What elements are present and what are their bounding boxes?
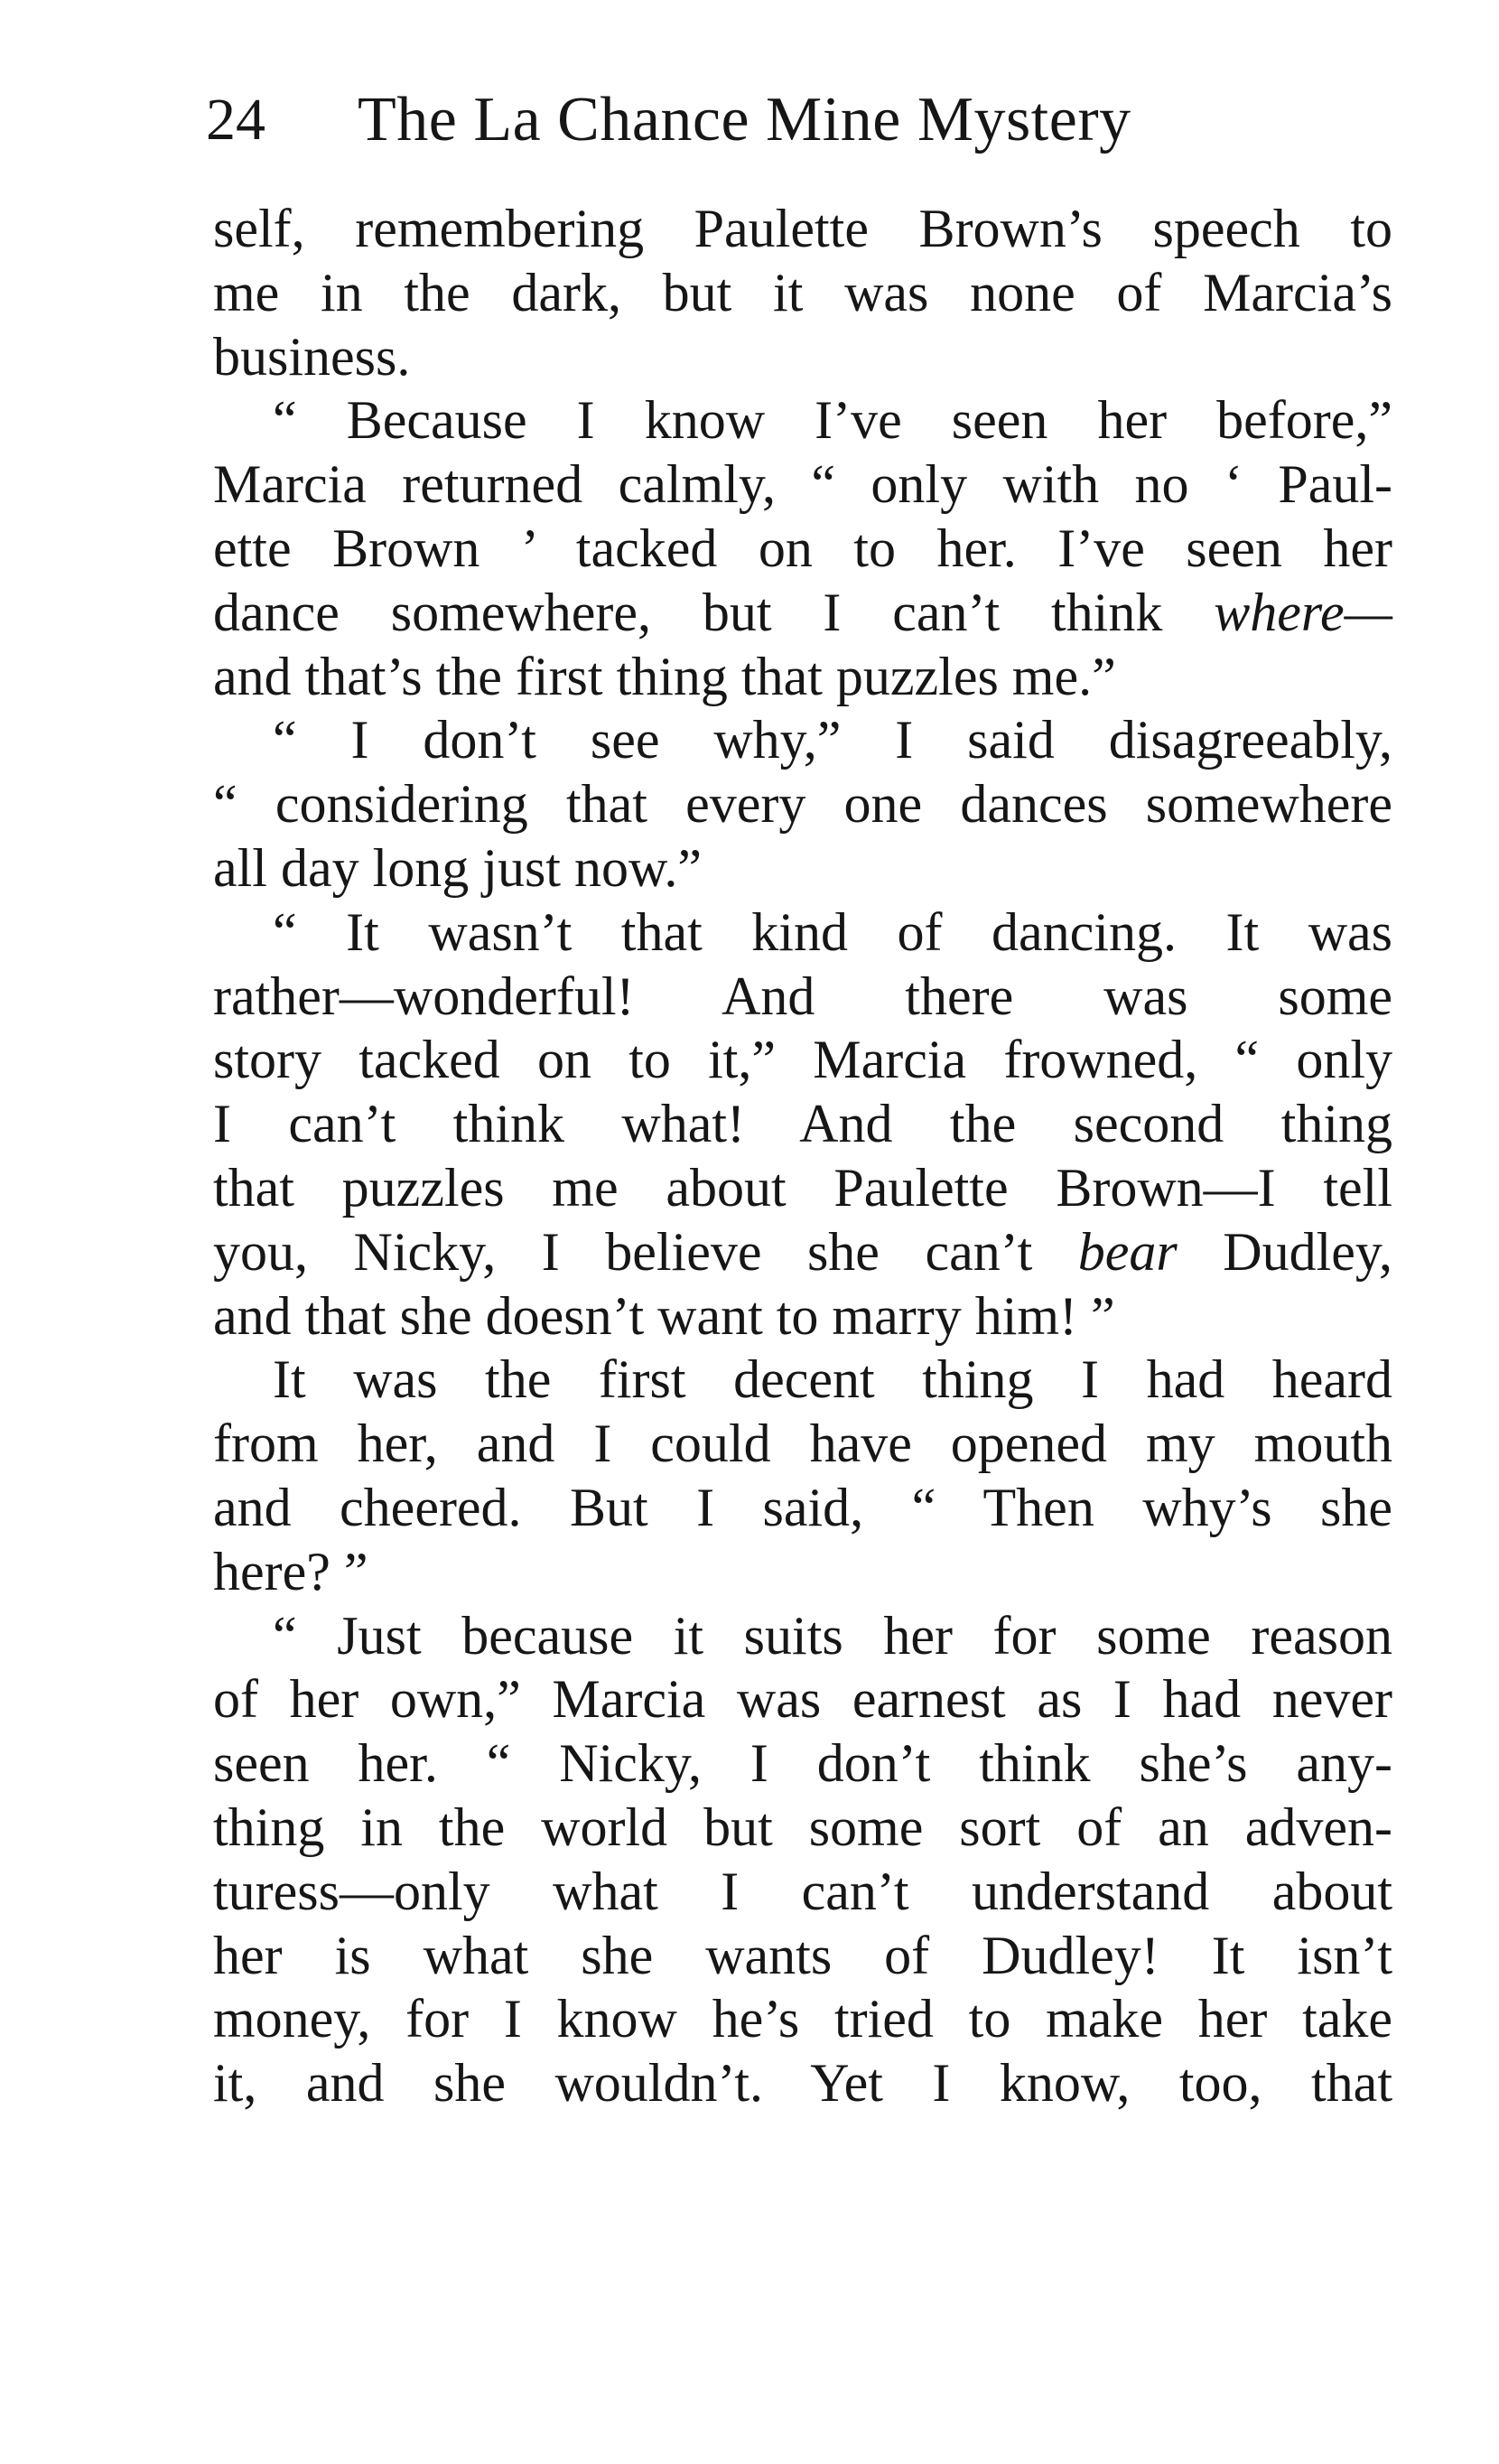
text-line: It was the first decent thing I had heard <box>273 1349 1392 1410</box>
text-line: me in the dark, but it was none of Marcia’s <box>213 262 1392 322</box>
text-line: I can’t think what! And the second thing <box>213 1094 1392 1154</box>
text-line: of her own,” Marcia was earnest as I had never <box>213 1669 1392 1730</box>
text-line: “ I don’t see why,” I said disagreeably, <box>273 710 1392 770</box>
text-line: from her, and I could have opened my mouth <box>213 1414 1392 1474</box>
text-line: “ Just because it suits her for some reason <box>273 1605 1392 1666</box>
text-segment: dance somewhere, but I can’t think <box>213 582 1215 642</box>
text-line: business. <box>213 326 411 387</box>
text-line: Marcia returned calmly, “ only with no ‘ Paul- <box>213 454 1392 515</box>
text-line: here? ” <box>213 1541 368 1601</box>
text-line: “ It wasn’t that kind of dancing. It was <box>273 901 1392 962</box>
page-number: 24 <box>206 87 265 153</box>
emphasis-text: bear <box>1077 1221 1178 1282</box>
text-line: thing in the world but some sort of an adven- <box>213 1797 1392 1857</box>
text-line: her is what she wants of Dudley! It isn’t <box>213 1925 1392 1985</box>
text-segment: you, Nicky, I believe she can’t <box>213 1221 1078 1282</box>
text-line: and cheered. But I said, “ Then why’s she <box>213 1477 1392 1537</box>
text-line: rather—wonderful! And there was some <box>213 966 1392 1026</box>
emphasis-text: where— <box>1214 582 1392 642</box>
text-line <box>213 581 1392 645</box>
text-line: and that’s the first thing that puzzles me.” <box>213 646 1116 706</box>
text-line: turess—only what I can’t understand about <box>213 1861 1392 1921</box>
text-line: money, for I know he’s tried to make her take <box>213 1989 1392 2049</box>
text-line: and that she doesn’t want to marry him! ” <box>213 1285 1115 1346</box>
text-line: “ considering that every one dances somewhere <box>213 774 1392 835</box>
text-line: seen her. “ Nicky, I don’t think she’s any- <box>213 1733 1392 1794</box>
text-line: ette Brown ’ tacked on to her. I’ve seen her <box>213 518 1392 578</box>
text-line: “ Because I know I’ve seen her before,” <box>273 390 1392 451</box>
body-text <box>213 197 1392 2115</box>
text-segment: Dudley, <box>1177 1221 1393 1282</box>
page-header <box>206 79 1344 161</box>
text-line <box>213 1220 1392 1284</box>
running-title: The La Chance Mine Mystery <box>358 85 1131 154</box>
text-line: that puzzles me about Paulette Brown—I tell <box>213 1157 1392 1218</box>
text-line: it, and she wouldn’t. Yet I know, too, that <box>213 2053 1392 2114</box>
text-line: all day long just now.” <box>213 837 703 898</box>
text-line: self, remembering Paulette Brown’s speech to <box>213 199 1392 258</box>
text-line: story tacked on to it,” Marcia frowned, “ only <box>213 1030 1392 1090</box>
